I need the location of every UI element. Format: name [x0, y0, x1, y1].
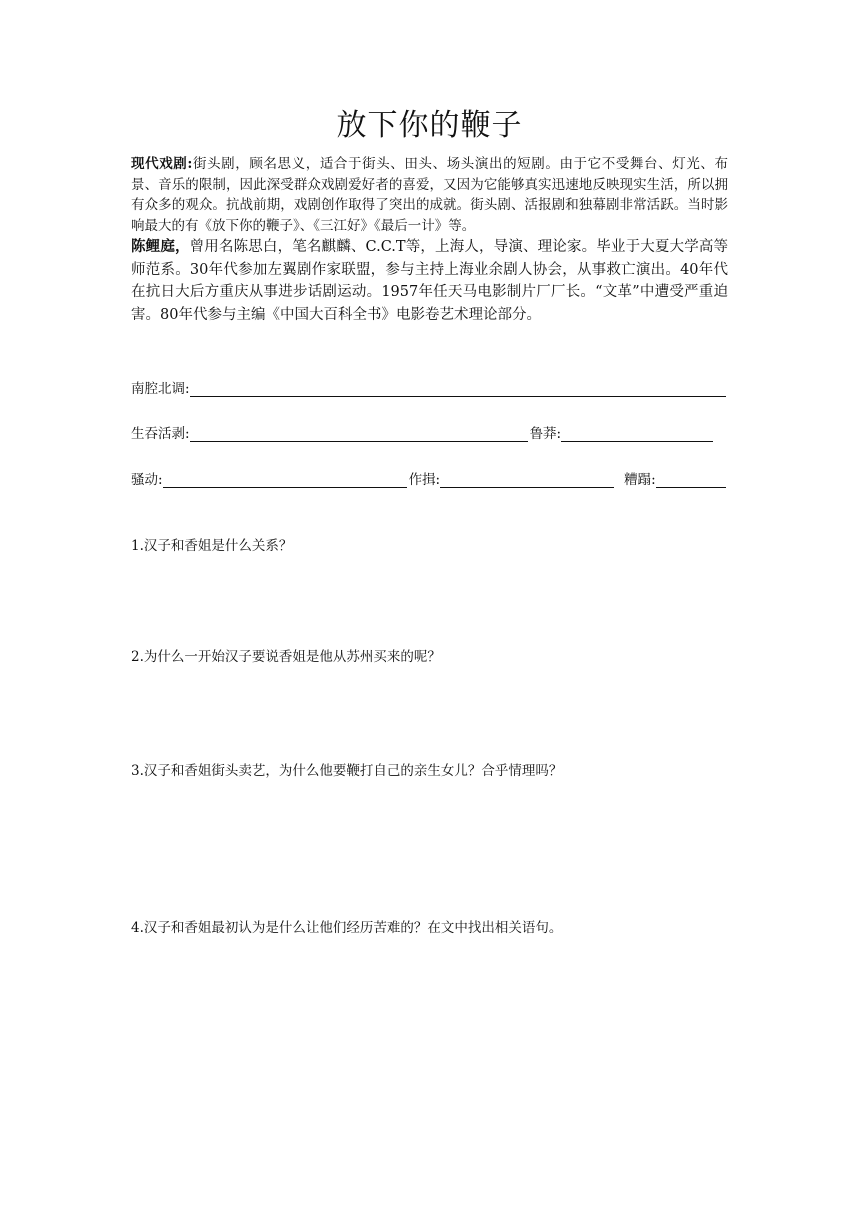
- document-title: 放下你的鞭子: [336, 108, 523, 143]
- vocab-term: 鲁莽:: [529, 426, 562, 442]
- vocab-line-3: [131, 468, 728, 488]
- intro-paragraph-author: [131, 236, 728, 326]
- vocab-blank[interactable]: [163, 472, 407, 488]
- vocab-blank[interactable]: [440, 472, 614, 488]
- vocab-blank[interactable]: [656, 472, 726, 488]
- vocab-term: 糟蹋:: [624, 472, 656, 488]
- author-text: 曾用名陈思白，笔名麒麟、C.C.T等，上海人，导演、理论家。毕业于大夏大学高等师范系。30年代参加左翼剧作家联盟，参与主持上海业余剧人协会，从事救亡演出。40年代在抗日大后方重庆从事进步话剧运动。1957年任天马电影制片厂厂长。“文革”中遭受严重迫害。80年代参与主编《中国大百科全书》电影卷艺术理论部分。: [131, 239, 729, 323]
- author-lead: 陈鲤庭，: [131, 238, 190, 255]
- vocab-line-2: [131, 422, 728, 442]
- vocab-blank[interactable]: [190, 381, 726, 397]
- question-2: 2.为什么一开始汉子要说香姐是他从苏州买来的呢？: [131, 649, 441, 665]
- vocab-term: 作揖:: [408, 472, 441, 488]
- vocab-term: 南腔北调:: [131, 381, 190, 397]
- intro-paragraph-drama: [131, 154, 728, 236]
- question-4: 4.汉子和香姐最初认为是什么让他们经历苦难的？在文中找出相关语句。: [131, 920, 563, 936]
- vocab-line-1: [131, 377, 728, 397]
- question-3: 3.汉子和香姐街头卖艺，为什么他要鞭打自己的亲生女儿？合乎情理吗？: [131, 763, 563, 779]
- vocab-term: 生吞活剥:: [131, 426, 190, 442]
- drama-text: 街头剧，顾名思义，适合于街头、田头、场头演出的短剧。由于它不受舞台、灯光、布景、音乐的限制，因此深受群众戏剧爱好者的喜爱，又因为它能够真实迅速地反映现实生活，所以拥有众多的观众。抗战前期，戏剧创作取得了突出的成就。街头剧、活报剧和独幕剧非常活跃。当时影响最大的有《放下你的鞭子》、《三江好》《最后一计》等。: [131, 156, 729, 234]
- document-body: [131, 104, 728, 326]
- vocab-blank[interactable]: [190, 426, 528, 442]
- drama-lead: 现代戏剧:: [131, 156, 193, 172]
- vocab-term: 骚动:: [131, 472, 163, 488]
- vocab-blank[interactable]: [561, 426, 713, 442]
- question-1: 1.汉子和香姐是什么关系？: [131, 538, 293, 554]
